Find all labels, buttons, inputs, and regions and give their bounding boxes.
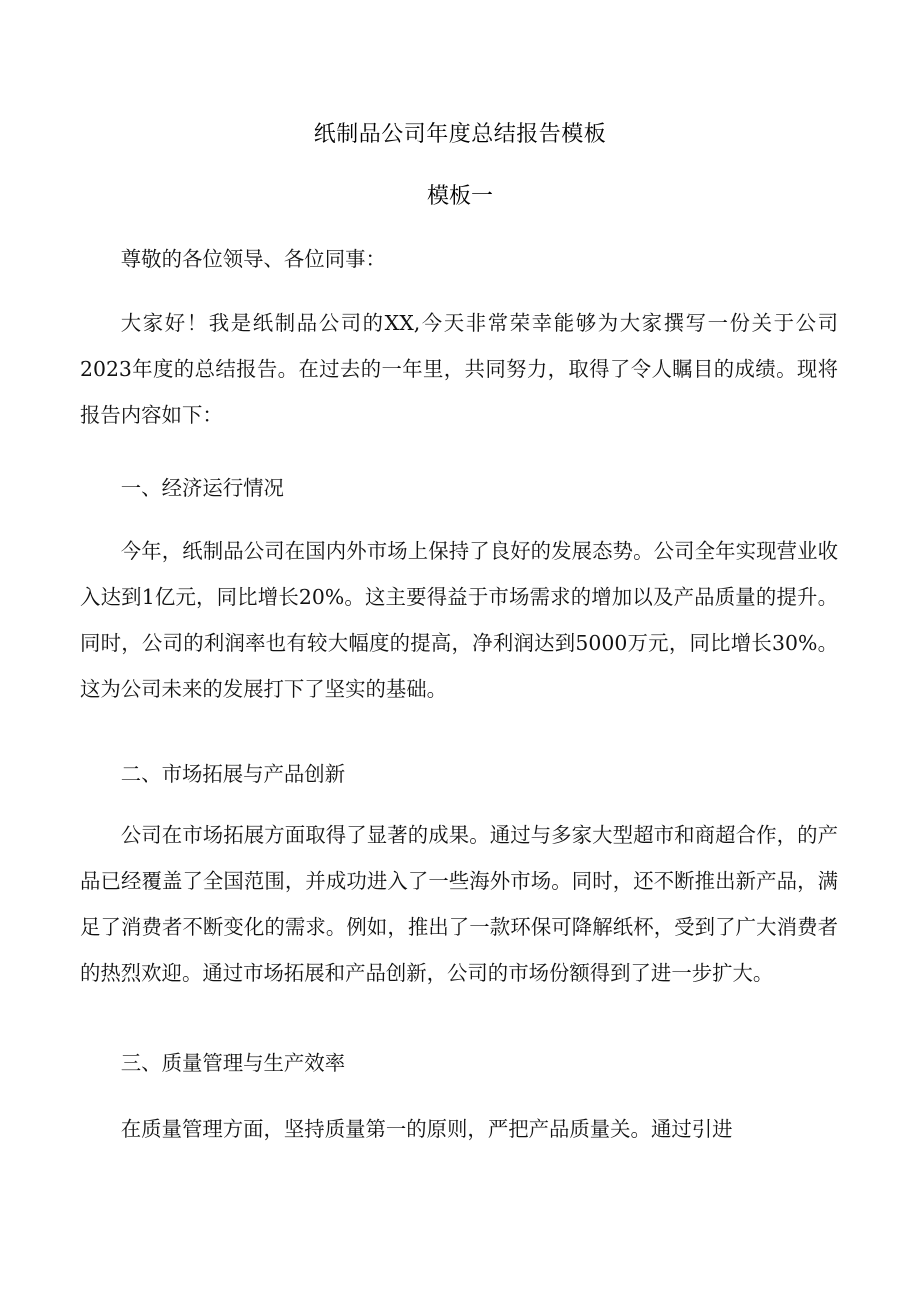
section-1-body: 今年，纸制品公司在国内外市场上保持了良好的发展态势。公司全年实现营业收入达到1亿元，同比增长20%。这主要得益于市场需求的增加以及产品质量的提升。同时，公司的利润率也有较大幅度的提高，净利润达到5000万元，同比增长30%。这为公司未来的发展打下了坚实的基础。 — [80, 539, 838, 701]
section-2-heading: 二、市场拓展与产品创新 — [120, 762, 346, 786]
intro-paragraph: 大家好！我是纸制品公司的XX,今天非常荣幸能够为大家撰写一份关于公司2023年度的总结报告。在过去的一年里，共同努力，取得了令人瞩目的成绩。现将报告内容如下： — [80, 311, 838, 427]
document-subtitle: 模板一 — [426, 184, 493, 209]
section-1-heading: 一、经济运行情况 — [120, 476, 284, 500]
salutation: 尊敬的各位领导、各位同事： — [120, 247, 386, 271]
section-2-body: 公司在市场拓展方面取得了显著的成果。通过与多家大型超市和商超合作，的产品已经覆盖了全国范围，并成功进入了一些海外市场。同时，还不断推出新产品，满足了消费者不断变化的需求。例如，推出了一款环保可降解纸杯，受到了广大消费者的热烈欢迎。通过市场拓展和产品创新，公司的市场份额得到了进一步扩大。 — [80, 823, 838, 985]
section-3-heading: 三、质量管理与生产效率 — [120, 1051, 346, 1075]
document-title: 纸制品公司年度总结报告模板 — [313, 122, 607, 147]
section-3-body: 在质量管理方面，坚持质量第一的原则，严把产品质量关。通过引进 — [120, 1117, 733, 1141]
